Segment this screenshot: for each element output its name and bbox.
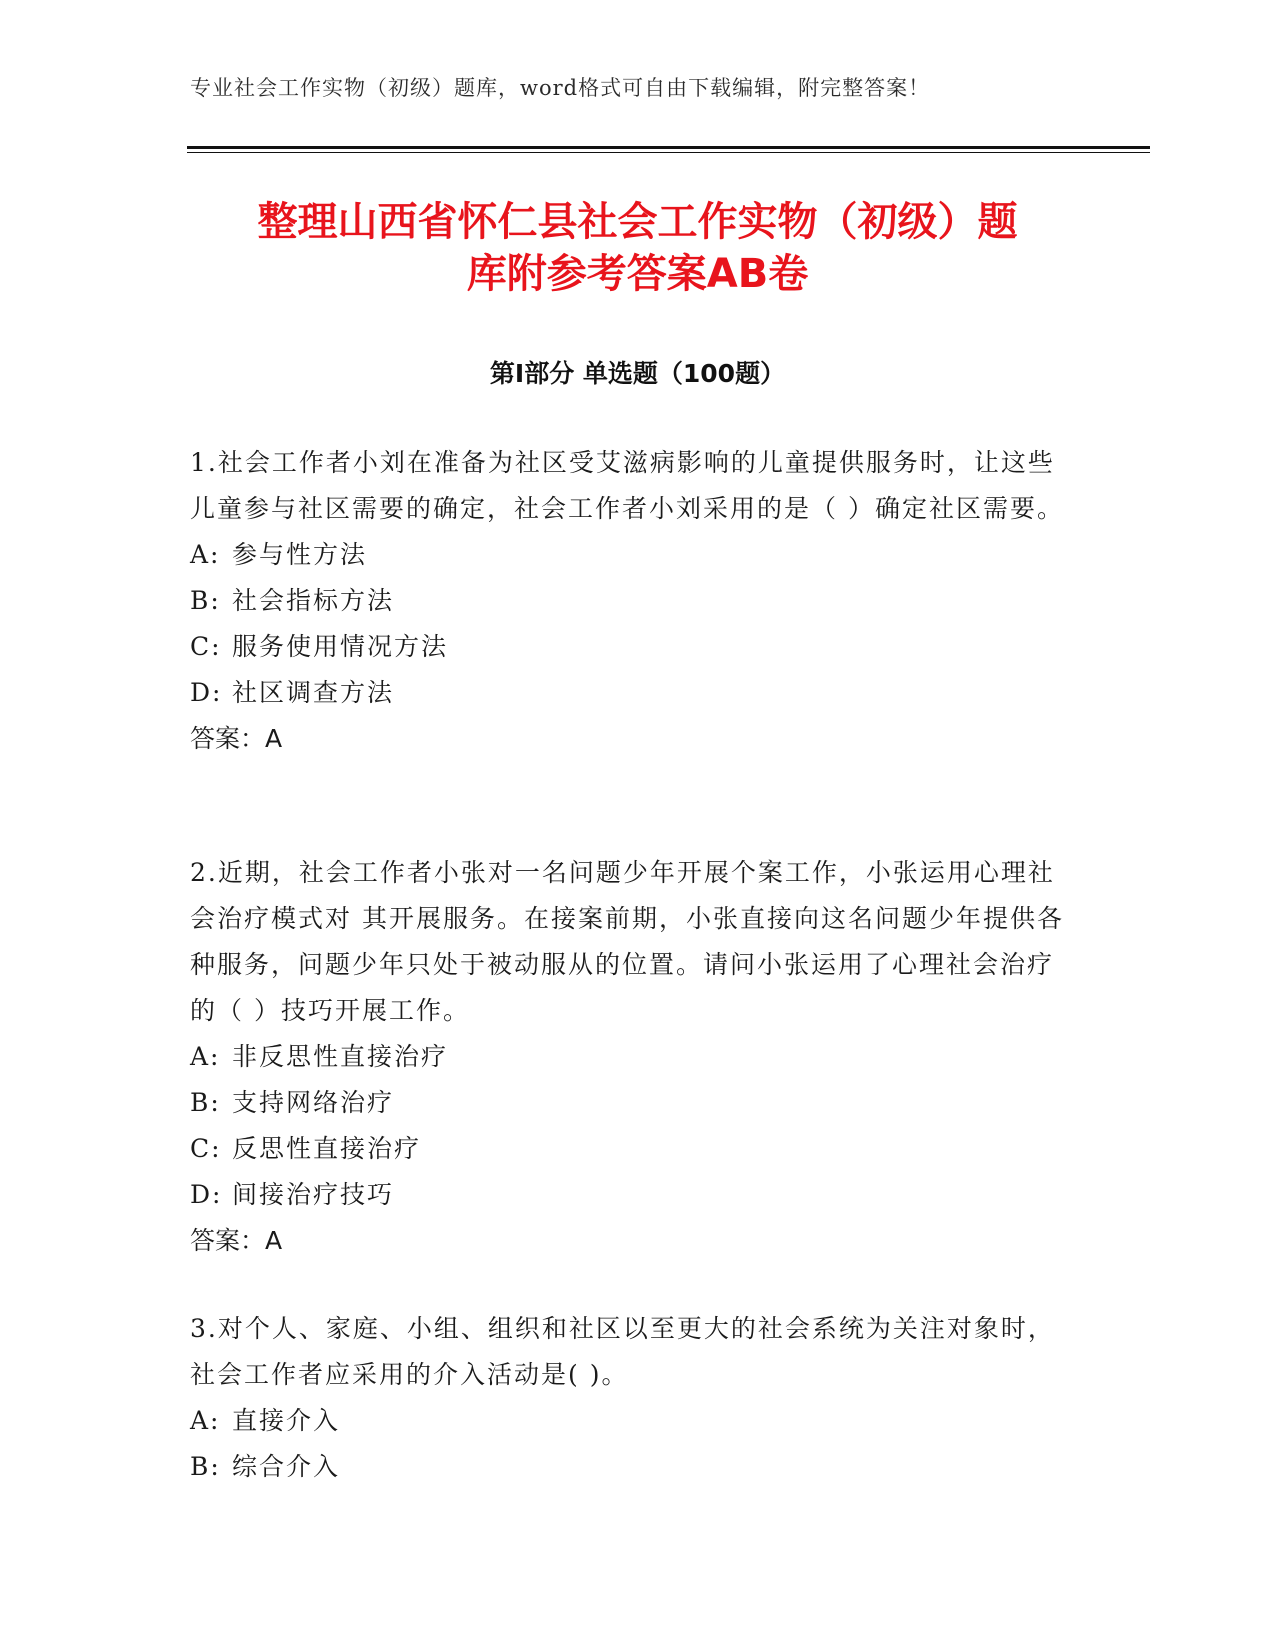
option-c	[190, 1126, 1070, 1172]
question-stem: 3.对个人、家庭、小组、组织和社区以至更大的社会系统为关注对象时，社会工作者应采用的介入活动是( )。	[190, 1314, 1055, 1389]
question-3	[190, 1306, 1070, 1490]
header-note: 专业社会工作实物（初级）题库，word格式可自由下载编辑，附完整答案！	[190, 76, 931, 100]
option-d	[190, 670, 1070, 716]
option-key: C:	[190, 632, 222, 661]
option-key: B:	[190, 1088, 221, 1117]
answer: 答案：A	[190, 1226, 283, 1255]
answer: 答案：A	[190, 724, 283, 753]
option-text: 综合介入	[232, 1452, 341, 1481]
header-rule-thin	[187, 152, 1150, 153]
question-1	[190, 440, 1070, 762]
option-d	[190, 1172, 1070, 1218]
option-b	[190, 578, 1070, 624]
title-line-2: 库附参考答案AB卷	[466, 251, 809, 297]
option-a	[190, 532, 1070, 578]
option-key: D:	[190, 1180, 223, 1209]
option-text: 间接治疗技巧	[232, 1180, 395, 1209]
option-key: A:	[190, 1406, 221, 1435]
option-text: 反思性直接治疗	[232, 1134, 422, 1163]
header-rule-thick	[187, 146, 1150, 149]
section-title: 第Ⅰ部分 单选题（100题）	[489, 359, 786, 388]
option-b	[190, 1444, 1070, 1490]
option-text: 社区调查方法	[232, 678, 395, 707]
option-c	[190, 624, 1070, 670]
option-key: B:	[190, 586, 221, 615]
option-text: 参与性方法	[232, 540, 368, 569]
option-a	[190, 1034, 1070, 1080]
option-text: 服务使用情况方法	[232, 632, 449, 661]
option-key: B:	[190, 1452, 221, 1481]
option-text: 支持网络治疗	[232, 1088, 395, 1117]
title-line-1: 整理山西省怀仁县社会工作实物（初级）题	[257, 199, 1018, 245]
option-b	[190, 1080, 1070, 1126]
option-text: 非反思性直接治疗	[232, 1042, 449, 1071]
question-stem: 1.社会工作者小刘在准备为社区受艾滋病影响的儿童提供服务时，让这些儿童参与社区需要的确定，社会工作者小刘采用的是（ ）确定社区需要。	[190, 448, 1064, 523]
option-key: C:	[190, 1134, 222, 1163]
question-2	[190, 850, 1070, 1264]
option-a	[190, 1398, 1070, 1444]
option-key: D:	[190, 678, 223, 707]
document-title	[150, 196, 1125, 300]
option-key: A:	[190, 1042, 221, 1071]
question-stem: 2.近期，社会工作者小张对一名问题少年开展个案工作，小张运用心理社会治疗模式对 其开展服务。在接案前期，小张直接向这名问题少年提供各种服务，问题少年只处于被动服从的位置。请问小张运用了心理社会治疗的（ ）技巧开展工作。	[190, 858, 1064, 1025]
option-text: 社会指标方法	[232, 586, 395, 615]
option-text: 直接介入	[232, 1406, 341, 1435]
option-key: A:	[190, 540, 221, 569]
